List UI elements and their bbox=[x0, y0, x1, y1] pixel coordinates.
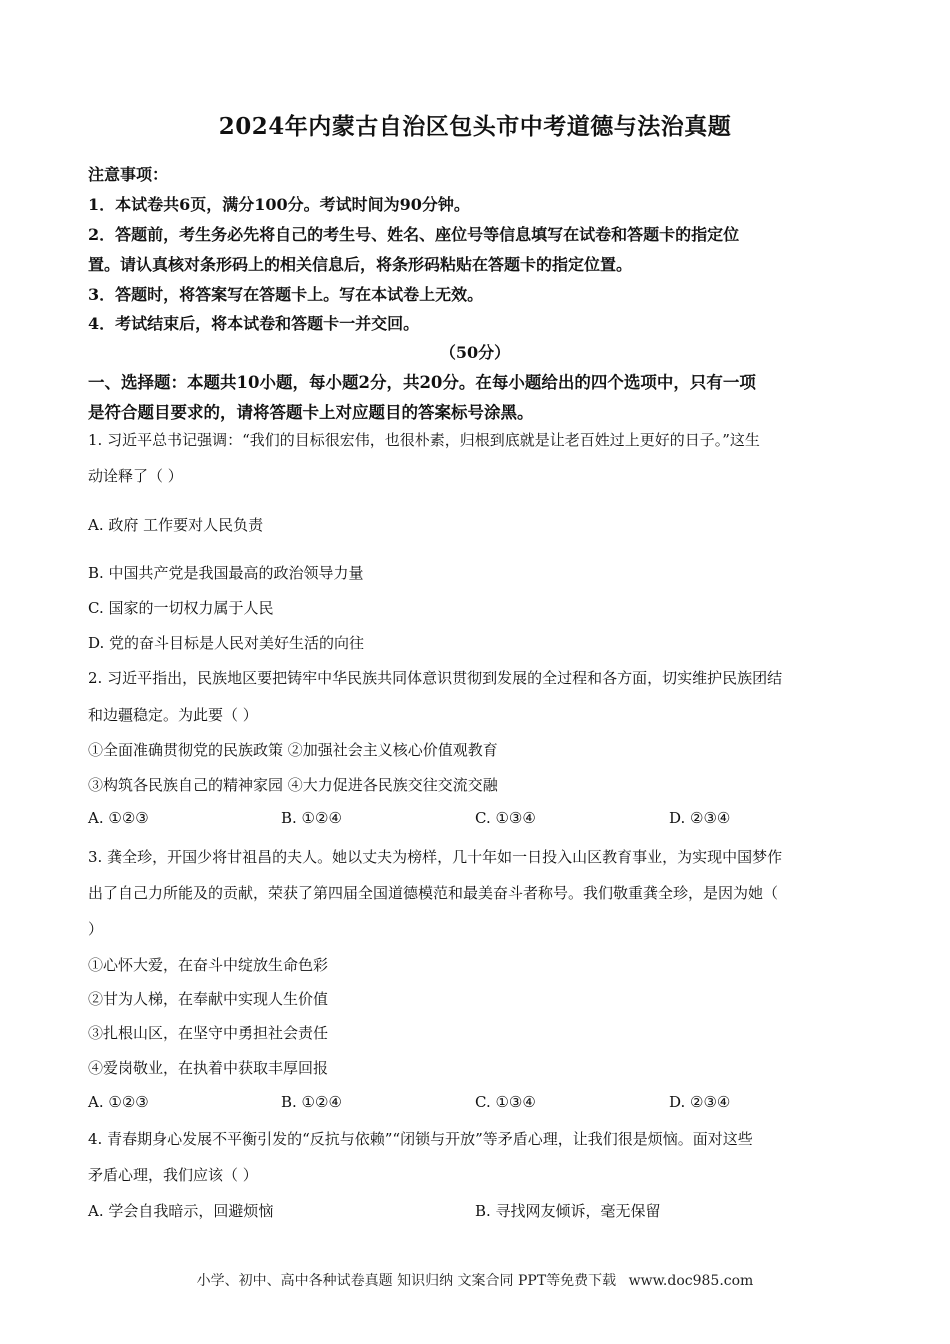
q2-statements-3-4: ③构筑各民族自己的精神家园 ④大力促进各民族交往交流交融 bbox=[88, 776, 498, 794]
q4-option-b: B. 寻找网友倾诉，毫无保留 bbox=[475, 1202, 661, 1220]
q3-stem-line2: 出了自己力所能及的贡献，荣获了第四届全国道德模范和最美奋斗者称号。我们敬重龚全珍，是因为她（ bbox=[88, 884, 779, 902]
q1-stem-line1: 1. 习近平总书记强调：“我们的目标很宏伟，也很朴素，归根到底就是让老百姓过上更好的日子。”这生 bbox=[88, 431, 760, 449]
notice-item-3: 3．答题时，将答案写在答题卡上。写在本试卷上无效。 bbox=[88, 285, 484, 304]
q1-option-d: D. 党的奋斗目标是人民对美好生活的向往 bbox=[88, 634, 365, 652]
q3-statement-1: ①心怀大爱，在奋斗中绽放生命色彩 bbox=[88, 956, 329, 974]
footer-url[interactable]: www.doc985.com bbox=[628, 1273, 754, 1289]
q3-option-c: C. ①③④ bbox=[475, 1093, 536, 1111]
q3-option-d: D. ②③④ bbox=[669, 1093, 731, 1111]
q2-option-d: D. ②③④ bbox=[669, 809, 731, 827]
section-1-instructions-line2: 是符合题目要求的，请将答题卡上对应题目的答案标号涂黑。 bbox=[88, 403, 534, 422]
q1-option-c: C. 国家的一切权力属于人民 bbox=[88, 599, 274, 617]
q4-stem-line1: 4. 青春期身心发展不平衡引发的“反抗与依赖”“闭锁与开放”等矛盾心理，让我们很是烦恼。面对这些 bbox=[88, 1130, 753, 1148]
q3-statement-4: ④爱岗敬业，在执着中获取丰厚回报 bbox=[88, 1059, 329, 1077]
q2-stem-line1: 2. 习近平指出，民族地区要把铸牢中华民族共同体意识贯彻到发展的全过程和各方面，切实维护民族团结 bbox=[88, 669, 783, 687]
q1-stem-line2: 动诠释了（ ） bbox=[88, 467, 183, 485]
q3-statement-3: ③扎根山区，在坚守中勇担社会责任 bbox=[88, 1024, 329, 1042]
page-title: 2024年内蒙古自治区包头市中考道德与法治真题 bbox=[218, 113, 732, 140]
q2-option-c: C. ①③④ bbox=[475, 809, 536, 827]
q3-stem-line3: ） bbox=[88, 920, 104, 938]
q2-stem-line2: 和边疆稳定。为此要（ ） bbox=[88, 706, 258, 724]
footer-text: 小学、初中、高中各种试卷真题 知识归纳 文案合同 PPT等免费下载 bbox=[196, 1273, 617, 1289]
notice-item-2b: 置。请认真核对条形码上的相关信息后，将条形码粘贴在答题卡的指定位置。 bbox=[88, 255, 633, 274]
notice-heading: 注意事项： bbox=[88, 165, 169, 184]
q4-option-a: A. 学会自我暗示，回避烦恼 bbox=[88, 1202, 274, 1220]
q2-option-a: A. ①②③ bbox=[88, 809, 149, 827]
page-footer bbox=[0, 1270, 950, 1290]
notice-item-2a: 2．答题前，考生务必先将自己的考生号、姓名、座位号等信息填写在试卷和答题卡的指定位 bbox=[88, 225, 740, 244]
q3-stem-line1: 3. 龚全珍，开国少将甘祖昌的夫人。她以丈夫为榜样，几十年如一日投入山区教育事业，为实现中国梦作 bbox=[88, 848, 783, 866]
q4-stem-line2: 矛盾心理，我们应该（ ） bbox=[88, 1166, 258, 1184]
q2-statements-1-2: ①全面准确贯彻党的民族政策 ②加强社会主义核心价值观教育 bbox=[88, 741, 498, 759]
q3-statement-2: ②甘为人梯，在奉献中实现人生价值 bbox=[88, 990, 329, 1008]
q3-option-a: A. ①②③ bbox=[88, 1093, 149, 1111]
section-score: （50分） bbox=[439, 343, 511, 362]
notice-item-4: 4．考试结束后，将本试卷和答题卡一并交回。 bbox=[88, 314, 420, 333]
q3-option-b: B. ①②④ bbox=[281, 1093, 342, 1111]
q2-option-b: B. ①②④ bbox=[281, 809, 342, 827]
q1-option-a: A. 政府 工作要对人民负责 bbox=[88, 516, 264, 534]
notice-item-1: 1．本试卷共6页，满分100分。考试时间为90分钟。 bbox=[88, 195, 470, 214]
q1-option-b: B. 中国共产党是我国最高的政治领导力量 bbox=[88, 564, 364, 582]
section-1-instructions-line1: 一、选择题：本题共10小题，每小题2分，共20分。在每小题给出的四个选项中，只有一项 bbox=[88, 373, 756, 392]
